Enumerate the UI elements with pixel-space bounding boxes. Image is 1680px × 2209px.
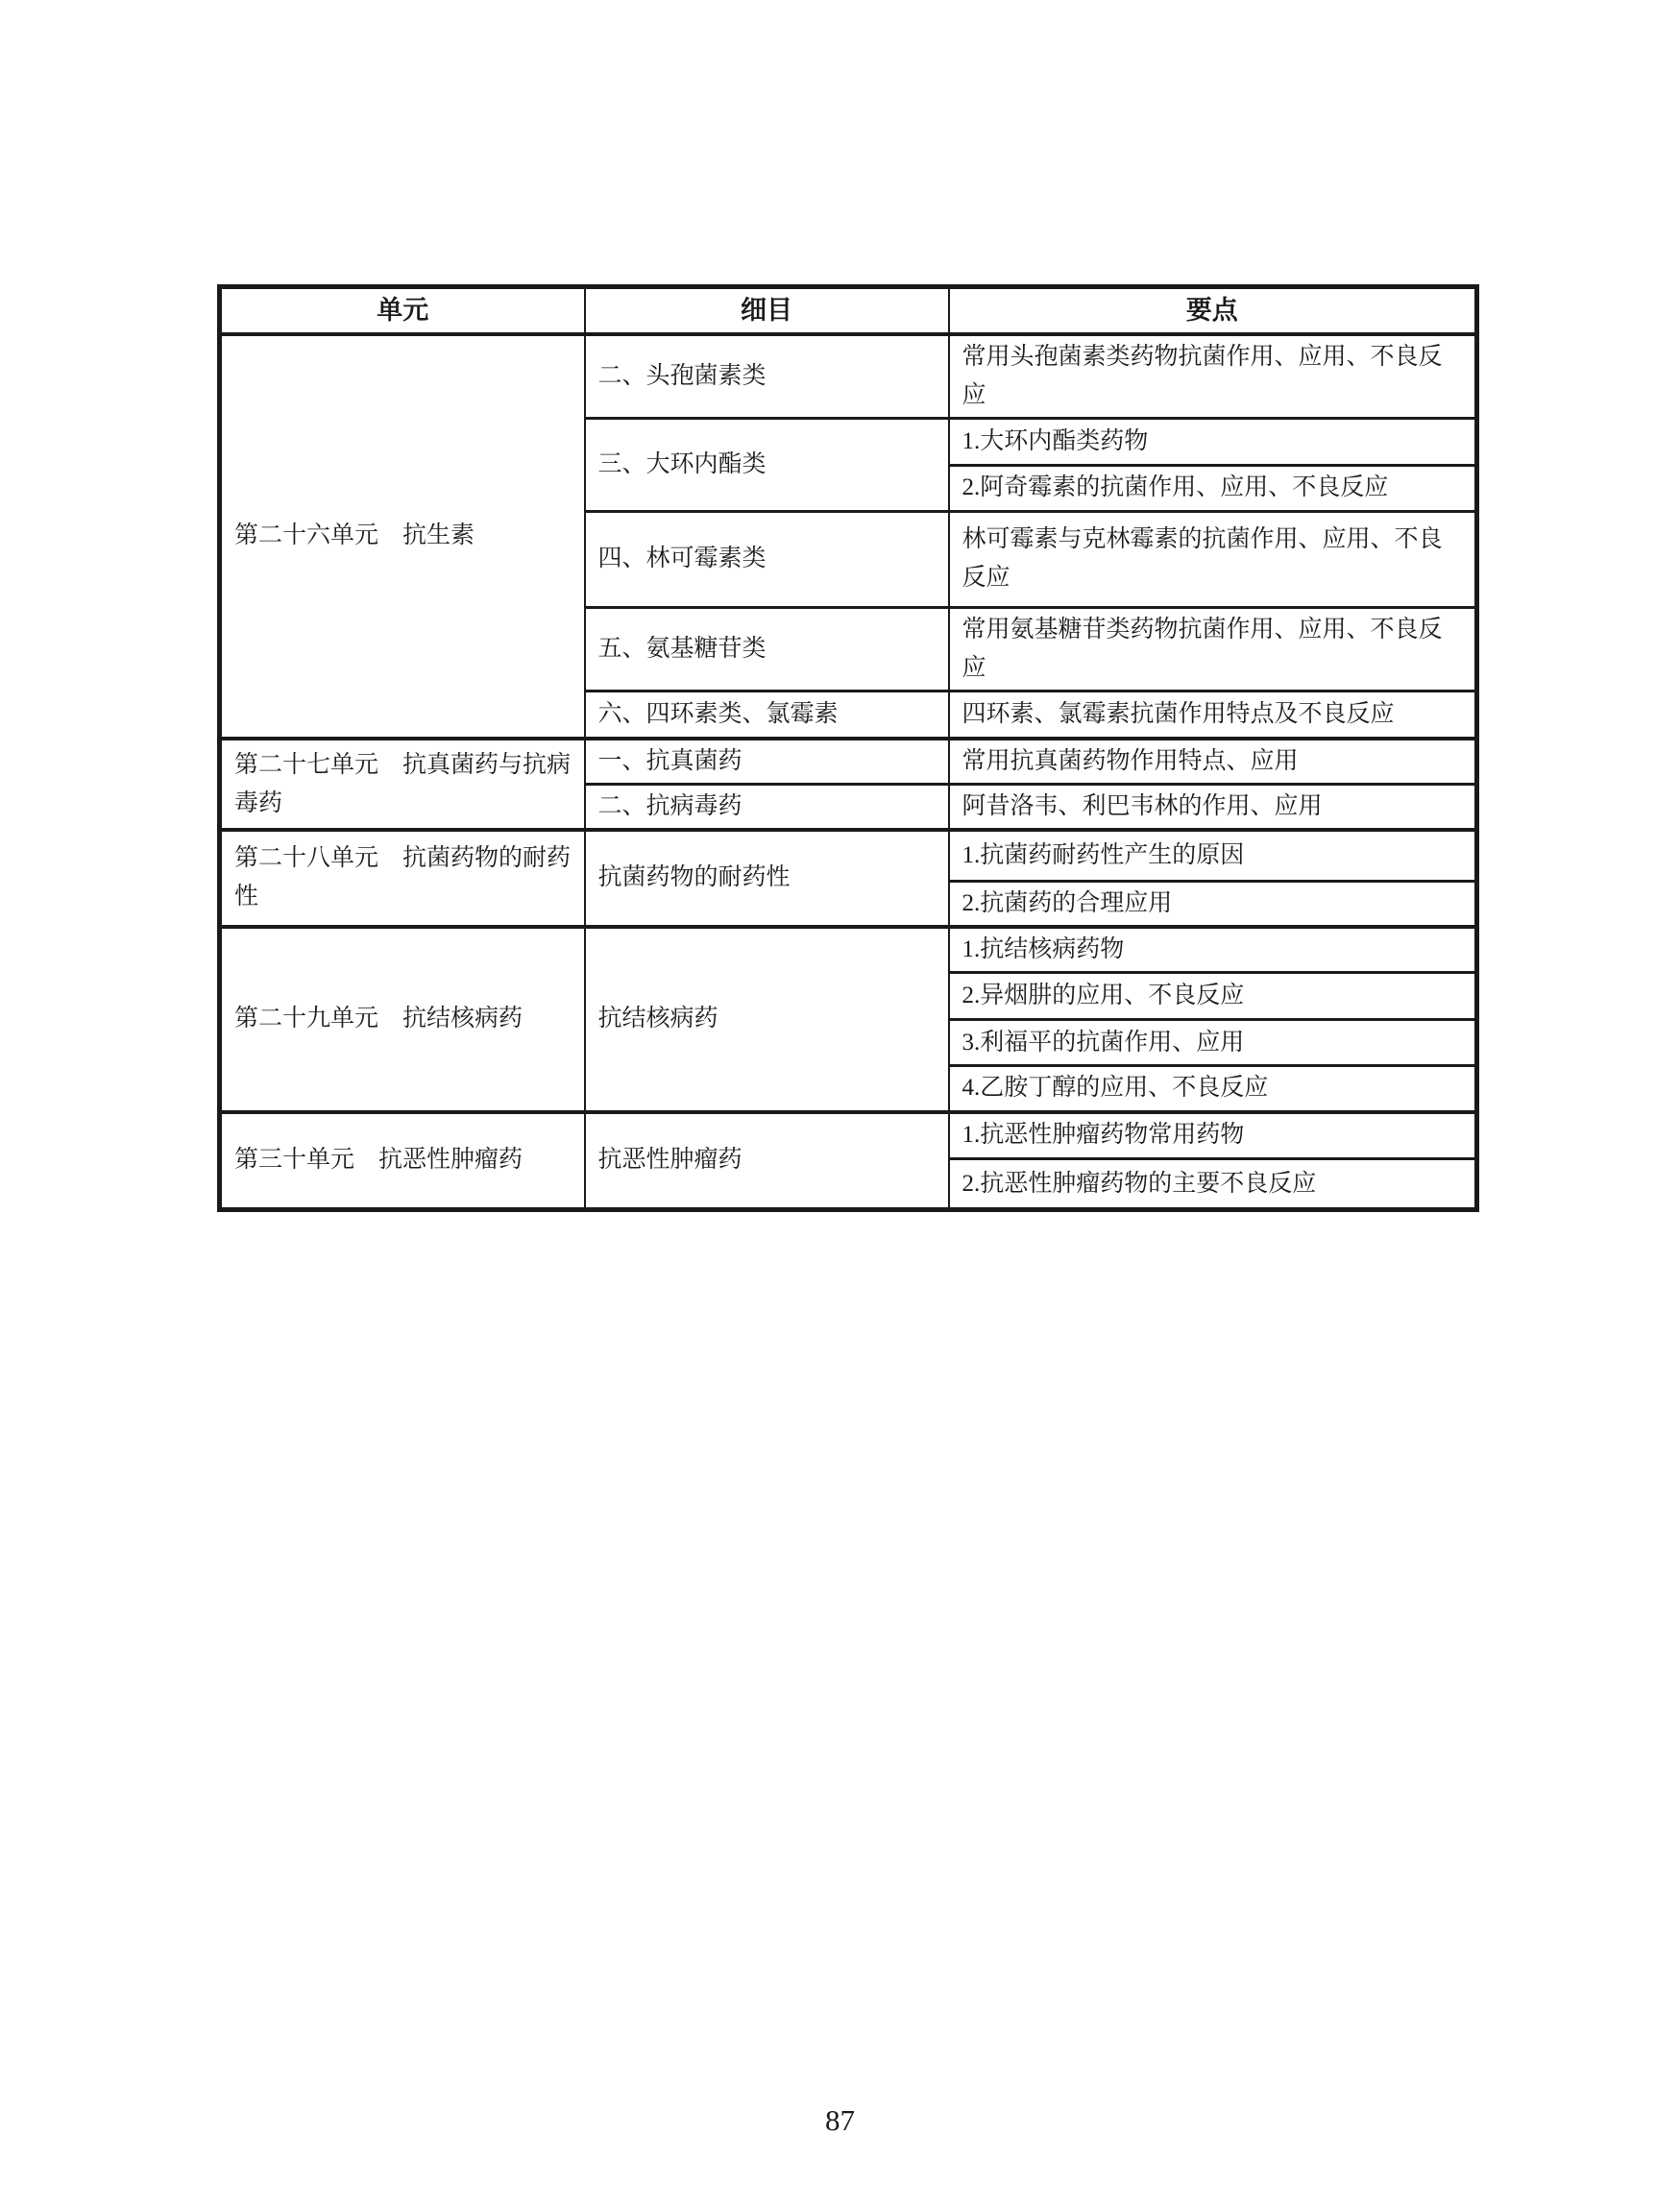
point-cell: 常用抗真菌药物作用特点、应用 xyxy=(949,739,1477,785)
table-row xyxy=(220,1112,1477,1159)
point-cell: 3.利福平的抗菌作用、应用 xyxy=(949,1020,1477,1066)
point-cell: 林可霉素与克林霉素的抗菌作用、应用、不良反应 xyxy=(949,511,1477,607)
unit-cell: 第三十单元 抗恶性肿瘤药 xyxy=(220,1112,585,1210)
unit-cell: 第二十七单元 抗真菌药与抗病毒药 xyxy=(220,739,585,830)
item-cell: 一、抗真菌药 xyxy=(585,739,949,785)
point-cell: 2.抗恶性肿瘤药物的主要不良反应 xyxy=(949,1159,1477,1210)
item-cell: 抗结核病药 xyxy=(585,927,949,1112)
unit-cell: 第二十九单元 抗结核病药 xyxy=(220,927,585,1112)
table-row xyxy=(220,334,1477,419)
point-cell: 1.抗结核病药物 xyxy=(949,927,1477,973)
table-row xyxy=(220,830,1477,881)
point-cell: 2.异烟肼的应用、不良反应 xyxy=(949,973,1477,1020)
point-cell: 4.乙胺丁醇的应用、不良反应 xyxy=(949,1066,1477,1112)
point-cell: 四环素、氯霉素抗菌作用特点及不良反应 xyxy=(949,691,1477,739)
point-cell: 常用头孢菌素类药物抗菌作用、应用、不良反应 xyxy=(949,334,1477,419)
table-header-row xyxy=(220,287,1477,334)
item-cell: 二、头孢菌素类 xyxy=(585,334,949,419)
header-cell-item: 细目 xyxy=(585,287,949,334)
item-cell: 抗恶性肿瘤药 xyxy=(585,1112,949,1210)
item-cell: 三、大环内酯类 xyxy=(585,418,949,511)
point-cell: 1.抗恶性肿瘤药物常用药物 xyxy=(949,1112,1477,1159)
table-row xyxy=(220,739,1477,785)
point-cell: 2.阿奇霉素的抗菌作用、应用、不良反应 xyxy=(949,465,1477,511)
table-body xyxy=(220,334,1477,1210)
point-cell: 2.抗菌药的合理应用 xyxy=(949,881,1477,927)
item-cell: 五、氨基糖苷类 xyxy=(585,607,949,691)
syllabus-table xyxy=(217,284,1479,1212)
point-cell: 常用氨基糖苷类药物抗菌作用、应用、不良反应 xyxy=(949,607,1477,691)
table-row xyxy=(220,927,1477,973)
unit-cell: 第二十八单元 抗菌药物的耐药性 xyxy=(220,830,585,927)
point-cell: 1.抗菌药耐药性产生的原因 xyxy=(949,830,1477,881)
item-cell: 抗菌药物的耐药性 xyxy=(585,830,949,927)
point-cell: 1.大环内酯类药物 xyxy=(949,418,1477,465)
point-cell: 阿昔洛韦、利巴韦林的作用、应用 xyxy=(949,785,1477,831)
unit-cell: 第二十六单元 抗生素 xyxy=(220,334,585,740)
item-cell: 四、林可霉素类 xyxy=(585,511,949,607)
item-cell: 二、抗病毒药 xyxy=(585,785,949,831)
header-cell-points: 要点 xyxy=(949,287,1477,334)
page-number: 87 xyxy=(825,2103,855,2137)
header-cell-unit: 单元 xyxy=(220,287,585,334)
item-cell: 六、四环素类、氯霉素 xyxy=(585,691,949,739)
